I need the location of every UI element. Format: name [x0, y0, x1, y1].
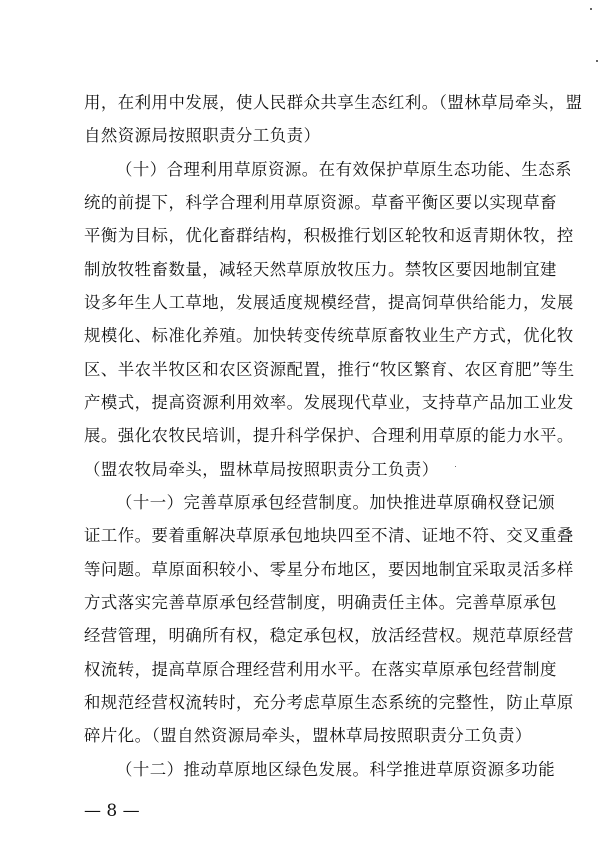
text-line: 制放牧牲畜数量，减轻天然草原放牧压力。禁牧区要因地制宜建	[84, 260, 557, 279]
section-heading-line: （十）合理利用草原资源。在有效保护草原生态功能、生态系	[116, 160, 573, 179]
text-line: 经营管理，明确所有权，稳定承包权，放活经营权。规范草原经营	[84, 626, 574, 645]
text-line: 规模化、标准化养殖。加快转变传统草原畜牧业生产方式，优化牧	[84, 326, 574, 345]
text-line: 证工作。要着重解决草原承包地块四至不清、证地不符、交叉重叠	[84, 526, 574, 545]
text-line: 自然资源局按照职责分工负责）	[84, 126, 321, 145]
text-line: 和规范经营权流转时，充分考虑草原生态系统的完整性，防止草原	[84, 693, 574, 712]
text-line: 方式落实完善草原承包经营制度，明确责任主体。完善草原承包	[84, 593, 557, 612]
text-line: 展。强化农牧民培训，提升科学保护、合理利用草原的能力水平。	[84, 426, 574, 445]
text-line: （盟农牧局牵头，盟林草局按照职责分工负责）	[84, 460, 439, 479]
section-heading-line: （十二）推动草原地区绿色发展。科学推进草原资源多功能	[116, 760, 556, 779]
scan-speck	[455, 466, 456, 467]
text-line: 用，在利用中发展，使人民群众共享生态红利。（盟林草局牵头，盟	[84, 93, 583, 112]
text-line: 产模式，提高资源利用效率。发展现代草业，支持草产品加工业发	[84, 393, 574, 412]
scan-speck	[590, 8, 592, 10]
text-line: 碎片化。（盟自然资源局牵头，盟林草局按照职责分工负责）	[84, 726, 532, 745]
text-line: 等问题。草原面积较小、零星分布地区，要因地制宜采取灵活多样	[84, 560, 574, 579]
page-number: — 8 —	[84, 801, 140, 821]
text-line: 统的前提下，科学合理利用草原资源。草畜平衡区要以实现草畜	[84, 193, 557, 212]
text-line: 权流转，提高草原合理经营利用水平。在落实草原承包经营制度	[84, 660, 557, 679]
section-heading-line: （十一）完善草原承包经营制度。加快推进草原确权登记颁	[116, 493, 556, 512]
text-line: 平衡为目标，优化畜群结构，积极推行划区轮牧和返青期休牧，控	[84, 226, 574, 245]
text-line: 设多年生人工草地，发展适度规模经营，提高饲草供给能力，发展	[84, 293, 574, 312]
text-line: 区、半农半牧区和农区资源配置，推行“牧区繁育、农区育肥”等生	[84, 360, 575, 379]
scan-speck	[596, 60, 598, 62]
